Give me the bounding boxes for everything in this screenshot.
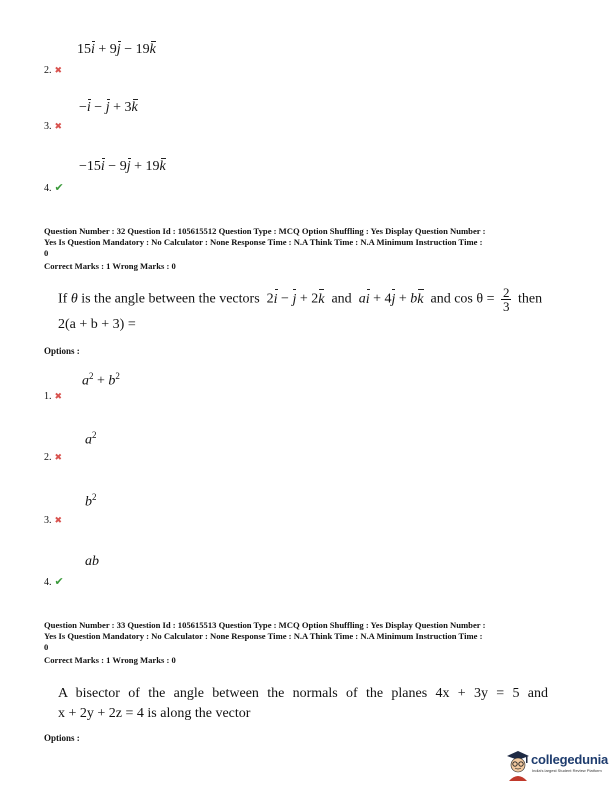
q31-option-3-label: 3. ✖ xyxy=(44,121,63,132)
q31-option-2-math: 15i + 9j − 19k xyxy=(77,42,156,57)
wrong-mark-icon: ✖ xyxy=(54,452,63,462)
q31-option-4-label: 4. ✔ xyxy=(44,182,64,194)
q32-options-label: Options : xyxy=(44,346,80,356)
q32-option-3-math: $b^2$ xyxy=(85,492,97,510)
q33-options-label: Options : xyxy=(44,733,80,743)
logo-tagline: India's largest Student Review Platform xyxy=(532,768,602,773)
wrong-mark-icon: ✖ xyxy=(54,515,63,525)
q32-option-1-math: $a^2 + b^2$ xyxy=(82,371,120,389)
q31-option-4-math: −15i − 9j + 19k xyxy=(79,159,166,174)
q32-option-4-label: 4. ✔ xyxy=(44,576,64,588)
q32-option-2-math: $a^2$ xyxy=(85,430,97,448)
wrong-mark-icon: ✖ xyxy=(54,391,63,401)
correct-mark-icon: ✔ xyxy=(54,182,64,194)
q32-option-1-label: 1. ✖ xyxy=(44,391,63,402)
q32-meta: Question Number : 32 Question Id : 105615512 Question Type : MCQ Option Shuffling : Yes Display Question Number : Yes Is Question Mandatory : No Calculator : None Response Time : N.A Think Time : N.A Minimum Instruction Time : 0 Correct Marks : 1 Wrong Marks : 0 xyxy=(44,226,486,271)
q33-meta: Question Number : 33 Question Id : 105615513 Question Type : MCQ Option Shuffling : Yes Display Question Number : Yes Is Question Mandatory : No Calculator : None Response Time : N.A Think Time : N.A Minimum Instruction Time : 0 Correct Marks : 1 Wrong Marks : 0 xyxy=(44,620,486,665)
wrong-mark-icon: ✖ xyxy=(54,121,63,131)
q33-question-text: A bisector of the angle between the normals of the planes 4x + 3y = 5 and x + 2y + 2z = 4 is along the vector xyxy=(58,686,548,721)
q32-option-3-label: 3. ✖ xyxy=(44,515,63,526)
wrong-mark-icon: ✖ xyxy=(54,65,63,75)
q31-option-3-math: −i − j + 3k xyxy=(79,100,138,115)
collegedunia-logo xyxy=(505,750,609,782)
q32-question-text: If θ is the angle between the vectors 2i − j + 2k and ai + 4j + bk and cos θ = $\frac{2}{3}$ then 2(a + b + 3) = xyxy=(58,285,543,332)
q32-option-2-label: 2. ✖ xyxy=(44,452,63,463)
logo-wordmark: collegedunia xyxy=(531,752,609,767)
correct-mark-icon: ✔ xyxy=(54,576,64,588)
fraction: $\frac{2}{3}$ xyxy=(502,285,510,314)
q32-option-4-math: ab xyxy=(85,554,99,569)
student-mascot-icon xyxy=(505,750,531,782)
q31-option-2-label: 2. ✖ xyxy=(44,65,63,76)
